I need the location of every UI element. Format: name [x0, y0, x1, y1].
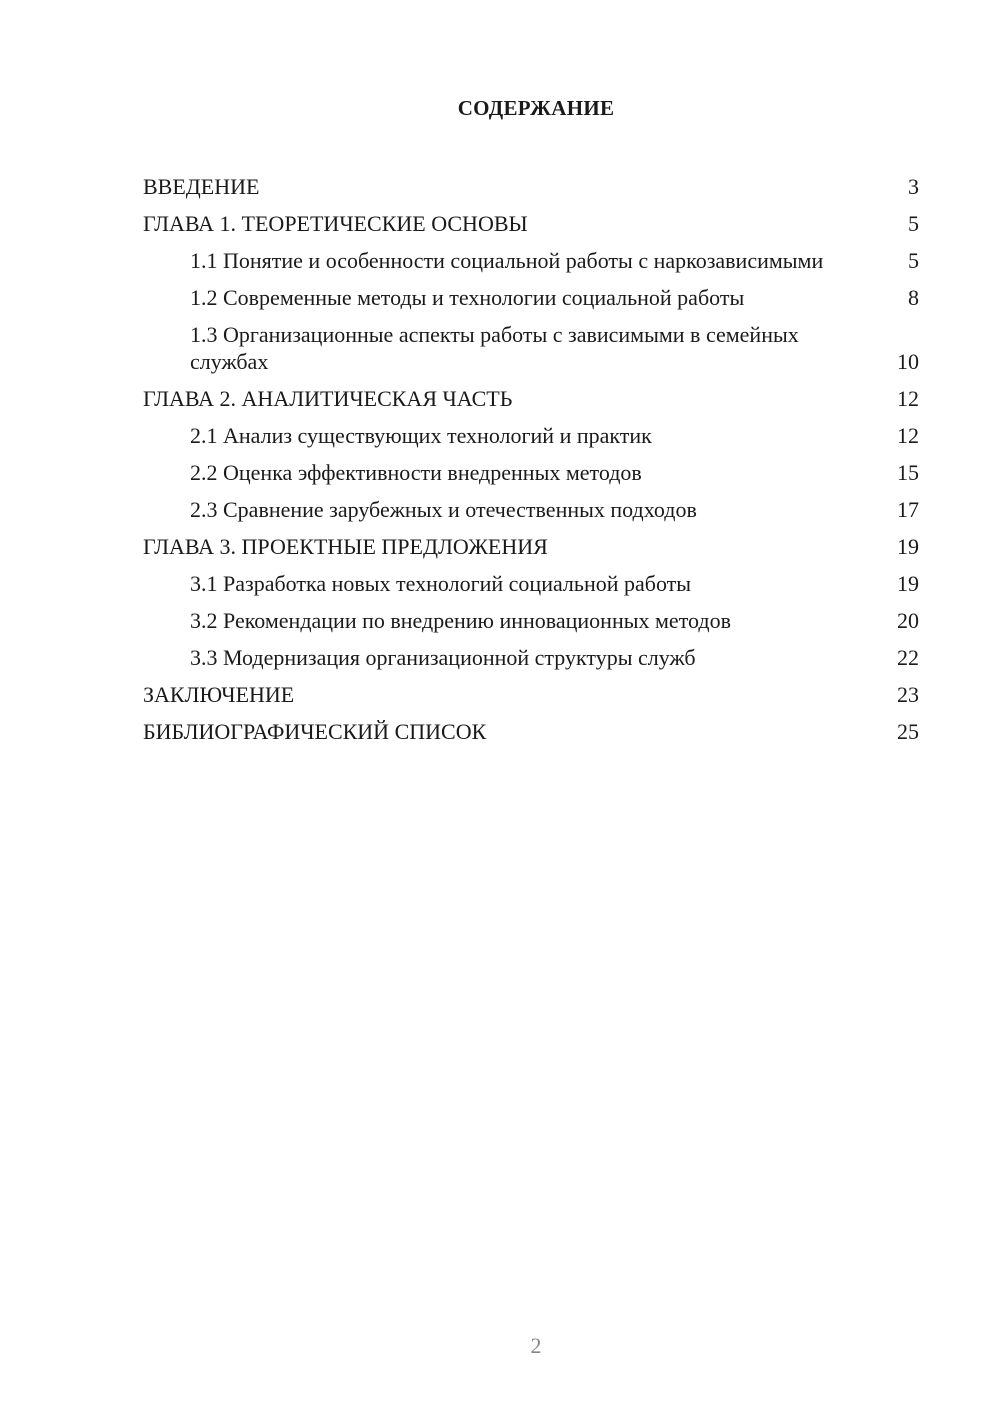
toc-entry-label: 3.3 Модернизация организационной структуры служб	[190, 645, 696, 670]
toc-entry-page: 20	[897, 608, 919, 633]
toc-entry-page: 17	[897, 497, 919, 522]
toc-entry[interactable]	[143, 565, 919, 602]
toc-entry-page: 3	[908, 174, 919, 199]
toc-entry-page: 25	[897, 719, 919, 744]
toc-entry-label: 1.1 Понятие и особенности социальной работы с наркозависимыми	[190, 248, 824, 273]
toc-entry[interactable]	[143, 205, 919, 242]
toc-entry[interactable]	[143, 417, 919, 454]
toc-entry-page: 15	[897, 460, 919, 485]
toc-entry-label: 3.2 Рекомендации по внедрению инновационных методов	[190, 608, 731, 633]
toc-entry-page: 19	[897, 571, 919, 596]
toc-entry-page: 19	[897, 534, 919, 559]
toc-entry[interactable]	[143, 713, 919, 750]
toc-entry-label: ЗАКЛЮЧЕНИЕ	[143, 682, 295, 707]
toc-entry[interactable]	[143, 279, 919, 316]
toc-entry-page: 5	[908, 248, 919, 273]
toc-entry[interactable]	[143, 639, 919, 676]
toc-title: СОДЕРЖАНИЕ	[457, 96, 615, 120]
toc-entry-label: ГЛАВА 2. АНАЛИТИЧЕСКАЯ ЧАСТЬ	[143, 386, 513, 411]
toc-entry-label: 3.1 Разработка новых технологий социальной работы	[190, 571, 692, 596]
page-number: 2	[530, 1333, 542, 1358]
toc-entry-page: 23	[897, 682, 919, 707]
toc-entry-page: 5	[908, 211, 919, 236]
toc-entry-label: 2.3 Сравнение зарубежных и отечественных подходов	[190, 497, 697, 522]
toc-entry-label: 2.2 Оценка эффективности внедренных методов	[190, 460, 642, 485]
toc-entry-label: 1.2 Современные методы и технологии социальной работы	[190, 285, 745, 310]
toc-entry-label: ГЛАВА 1. ТЕОРЕТИЧЕСКИЕ ОСНОВЫ	[143, 211, 528, 236]
toc-entry[interactable]	[143, 528, 919, 565]
toc-entry[interactable]	[143, 491, 919, 528]
toc-entry[interactable]	[143, 454, 919, 491]
toc-entry-page: 22	[897, 645, 919, 670]
toc-entry-page: 10	[897, 349, 919, 374]
toc-entry-page: 12	[897, 386, 919, 411]
toc-entry[interactable]	[143, 168, 919, 205]
table-of-contents	[143, 168, 919, 750]
toc-entry[interactable]	[143, 242, 919, 279]
toc-entry-label: 2.1 Анализ существующих технологий и практик	[190, 423, 652, 448]
toc-entry[interactable]	[143, 316, 919, 380]
toc-entry[interactable]	[143, 380, 919, 417]
toc-entry-page: 12	[897, 423, 919, 448]
toc-entry-page: 8	[908, 285, 919, 310]
toc-entry-label: ГЛАВА 3. ПРОЕКТНЫЕ ПРЕДЛОЖЕНИЯ	[143, 534, 548, 559]
toc-entry-label: БИБЛИОГРАФИЧЕСКИЙ СПИСОК	[143, 719, 487, 744]
toc-entry[interactable]	[143, 602, 919, 639]
toc-entry-label: ВВЕДЕНИЕ	[143, 174, 260, 199]
toc-entry[interactable]	[143, 676, 919, 713]
toc-entry-label: 1.3 Организационные аспекты работы с зависимыми в семейных службах	[190, 322, 799, 374]
